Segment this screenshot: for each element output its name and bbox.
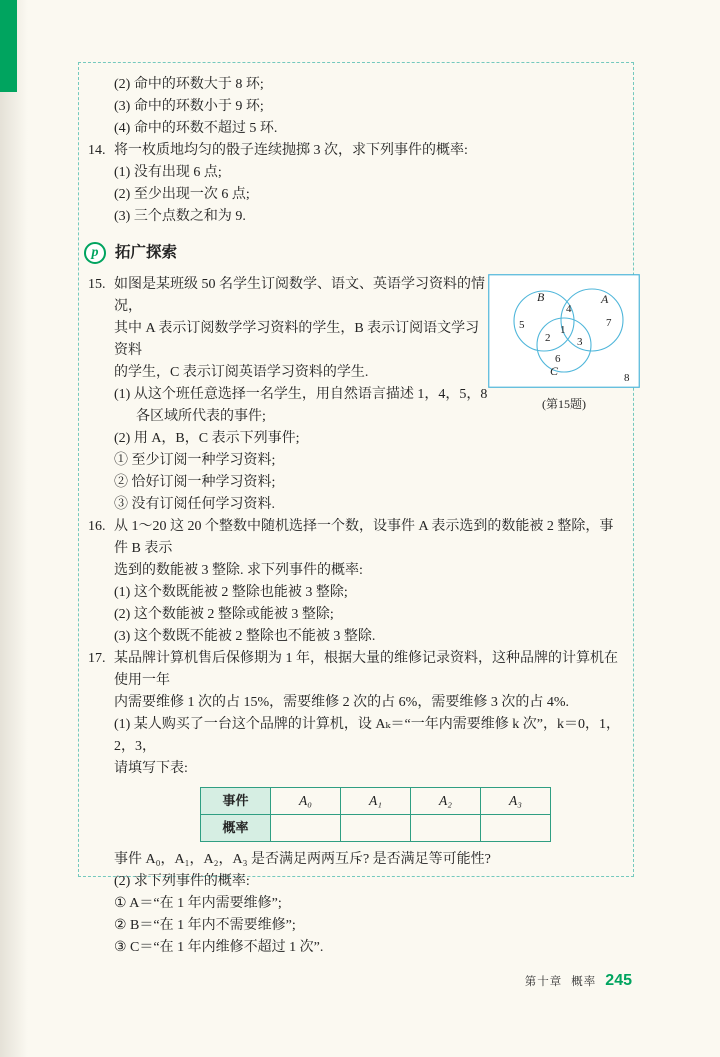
table-cell-probability-empty (271, 815, 341, 842)
venn-region-4: 4 (566, 303, 572, 315)
table-cell-event-a0: A₀ (271, 788, 341, 815)
problem-15-number: 15. (88, 277, 106, 292)
table-row-probability (201, 815, 551, 842)
problem-line: 选到的数能被 3 整除. 求下列事件的概率: (114, 563, 363, 578)
problem-line: ① 至少订阅一种学习资料; (114, 453, 276, 468)
table-cell-event-a2: A₂ (411, 788, 481, 815)
venn-label-a: A (601, 292, 609, 306)
problem-14-stem: 将一枚质地均匀的骰子连续抛掷 3 次，求下列事件的概率: (114, 143, 468, 158)
problem-16-number: 16. (88, 519, 106, 534)
page-footer (525, 972, 632, 990)
problem-line: 其中 A 表示订阅数学学习资料的学生，B 表示订阅语文学习资料 (114, 321, 480, 358)
venn-diagram (488, 274, 640, 388)
problem-line: (3) 这个数既不能被 2 整除也不能被 3 整除. (114, 629, 376, 644)
problem-line: 某品牌计算机售后保修期为 1 年，根据大量的维修记录资料，这种品牌的计算机在使用一年 (114, 651, 618, 688)
problem-line: (1) 这个数既能被 2 整除也能被 3 整除; (114, 585, 348, 600)
table-cell-probability-empty (341, 815, 411, 842)
section-header (84, 242, 626, 264)
problem-17-number: 17. (88, 651, 106, 666)
problem-line: ③ C＝“在 1 年内维修不超过 1 次”. (114, 940, 324, 955)
problem-14 (88, 140, 626, 228)
figure-caption: (第15题) (542, 397, 586, 411)
problem-17 (88, 648, 626, 959)
problem-line: (1) 从这个班任意选择一名学生，用自然语言描述 1，4，5，8 (114, 387, 488, 402)
footer-chapter: 第十章 (524, 976, 563, 988)
venn-label-b: B (537, 290, 545, 304)
problem-line: 请填写下表: (114, 761, 188, 776)
venn-region-2: 2 (545, 332, 551, 344)
problem-line: (1) 某人购买了一台这个品牌的计算机，设 Aₖ＝“一年内需要维修 k 次”，k＝0，1，2，3， (114, 717, 620, 754)
table-cell-event-a3: A₃ (481, 788, 551, 815)
problem-line: ② 恰好订阅一种学习资料; (114, 475, 276, 490)
venn-region-8: 8 (624, 372, 630, 384)
problem-15 (88, 274, 630, 516)
table-cell-probability-empty (411, 815, 481, 842)
q17-probability-table (200, 787, 551, 842)
problem-line: (2) 至少出现一次 6 点; (114, 187, 250, 202)
page-content (88, 74, 630, 959)
problem-line: 的学生，C 表示订阅英语学习资料的学生. (114, 365, 369, 380)
section-title: 拓广探索 (115, 244, 178, 261)
problem-line: ① A＝“在 1 年内需要维修”; (114, 896, 282, 911)
venn-region-3: 3 (577, 336, 583, 348)
table-cell-probability-empty (481, 815, 551, 842)
problem13-items (88, 74, 626, 140)
venn-region-7: 7 (606, 317, 612, 329)
problem-line: (2) 这个数能被 2 整除或能被 3 整除; (114, 607, 334, 622)
problem-line: (2) 求下列事件的概率: (114, 874, 250, 889)
problem-line: (2) 用 A，B，C 表示下列事件; (114, 431, 300, 446)
problem-line: (2) 命中的环数大于 8 环; (114, 77, 264, 92)
footer-subject: 概率 (571, 976, 597, 988)
venn-region-6: 6 (555, 353, 561, 365)
table-cell-event-a1: A₁ (341, 788, 411, 815)
problem-line: (3) 三个点数之和为 9. (114, 209, 246, 224)
chapter-edge-tab (0, 0, 17, 92)
problem-16 (88, 516, 626, 648)
venn-region-1: 1 (560, 324, 566, 336)
problem-line: (4) 命中的环数不超过 5 环. (114, 121, 278, 136)
table-row-events (201, 788, 551, 815)
problem-line: (3) 命中的环数小于 9 环; (114, 99, 264, 114)
footer-page-number: 245 (605, 972, 632, 989)
problem-line: ② B＝“在 1 年内不需要维修”; (114, 918, 296, 933)
publisher-logo-icon: p (84, 242, 106, 264)
page-edge-shadow (0, 0, 28, 1057)
problem-line: 从 1～20 这 20 个整数中随机选择一个数，设事件 A 表示选到的数能被 2 整除，事件 B 表示 (114, 519, 614, 556)
problem-line: 如图是某班级 50 名学生订阅数学、语文、英语学习资料的情况， (114, 277, 485, 314)
problem-line: 各区域所代表的事件; (136, 409, 266, 424)
problem-line: ③ 没有订阅任何学习资料. (114, 497, 275, 512)
table-header-probability: 概率 (201, 815, 271, 842)
venn-label-c: C (550, 364, 559, 378)
venn-diagram-figure (488, 274, 640, 415)
problem-line: (1) 没有出现 6 点; (114, 165, 222, 180)
table-header-event: 事件 (201, 788, 271, 815)
problem-line: 内需要维修 1 次的占 15%，需要维修 2 次的占 6%，需要维修 3 次的占 4%. (114, 695, 569, 710)
problem-line: 事件 A₀，A₁，A₂，A₃ 是否满足两两互斥? 是否满足等可能性? (114, 852, 491, 867)
venn-region-5: 5 (519, 319, 525, 331)
problem-14-number: 14. (88, 143, 106, 158)
